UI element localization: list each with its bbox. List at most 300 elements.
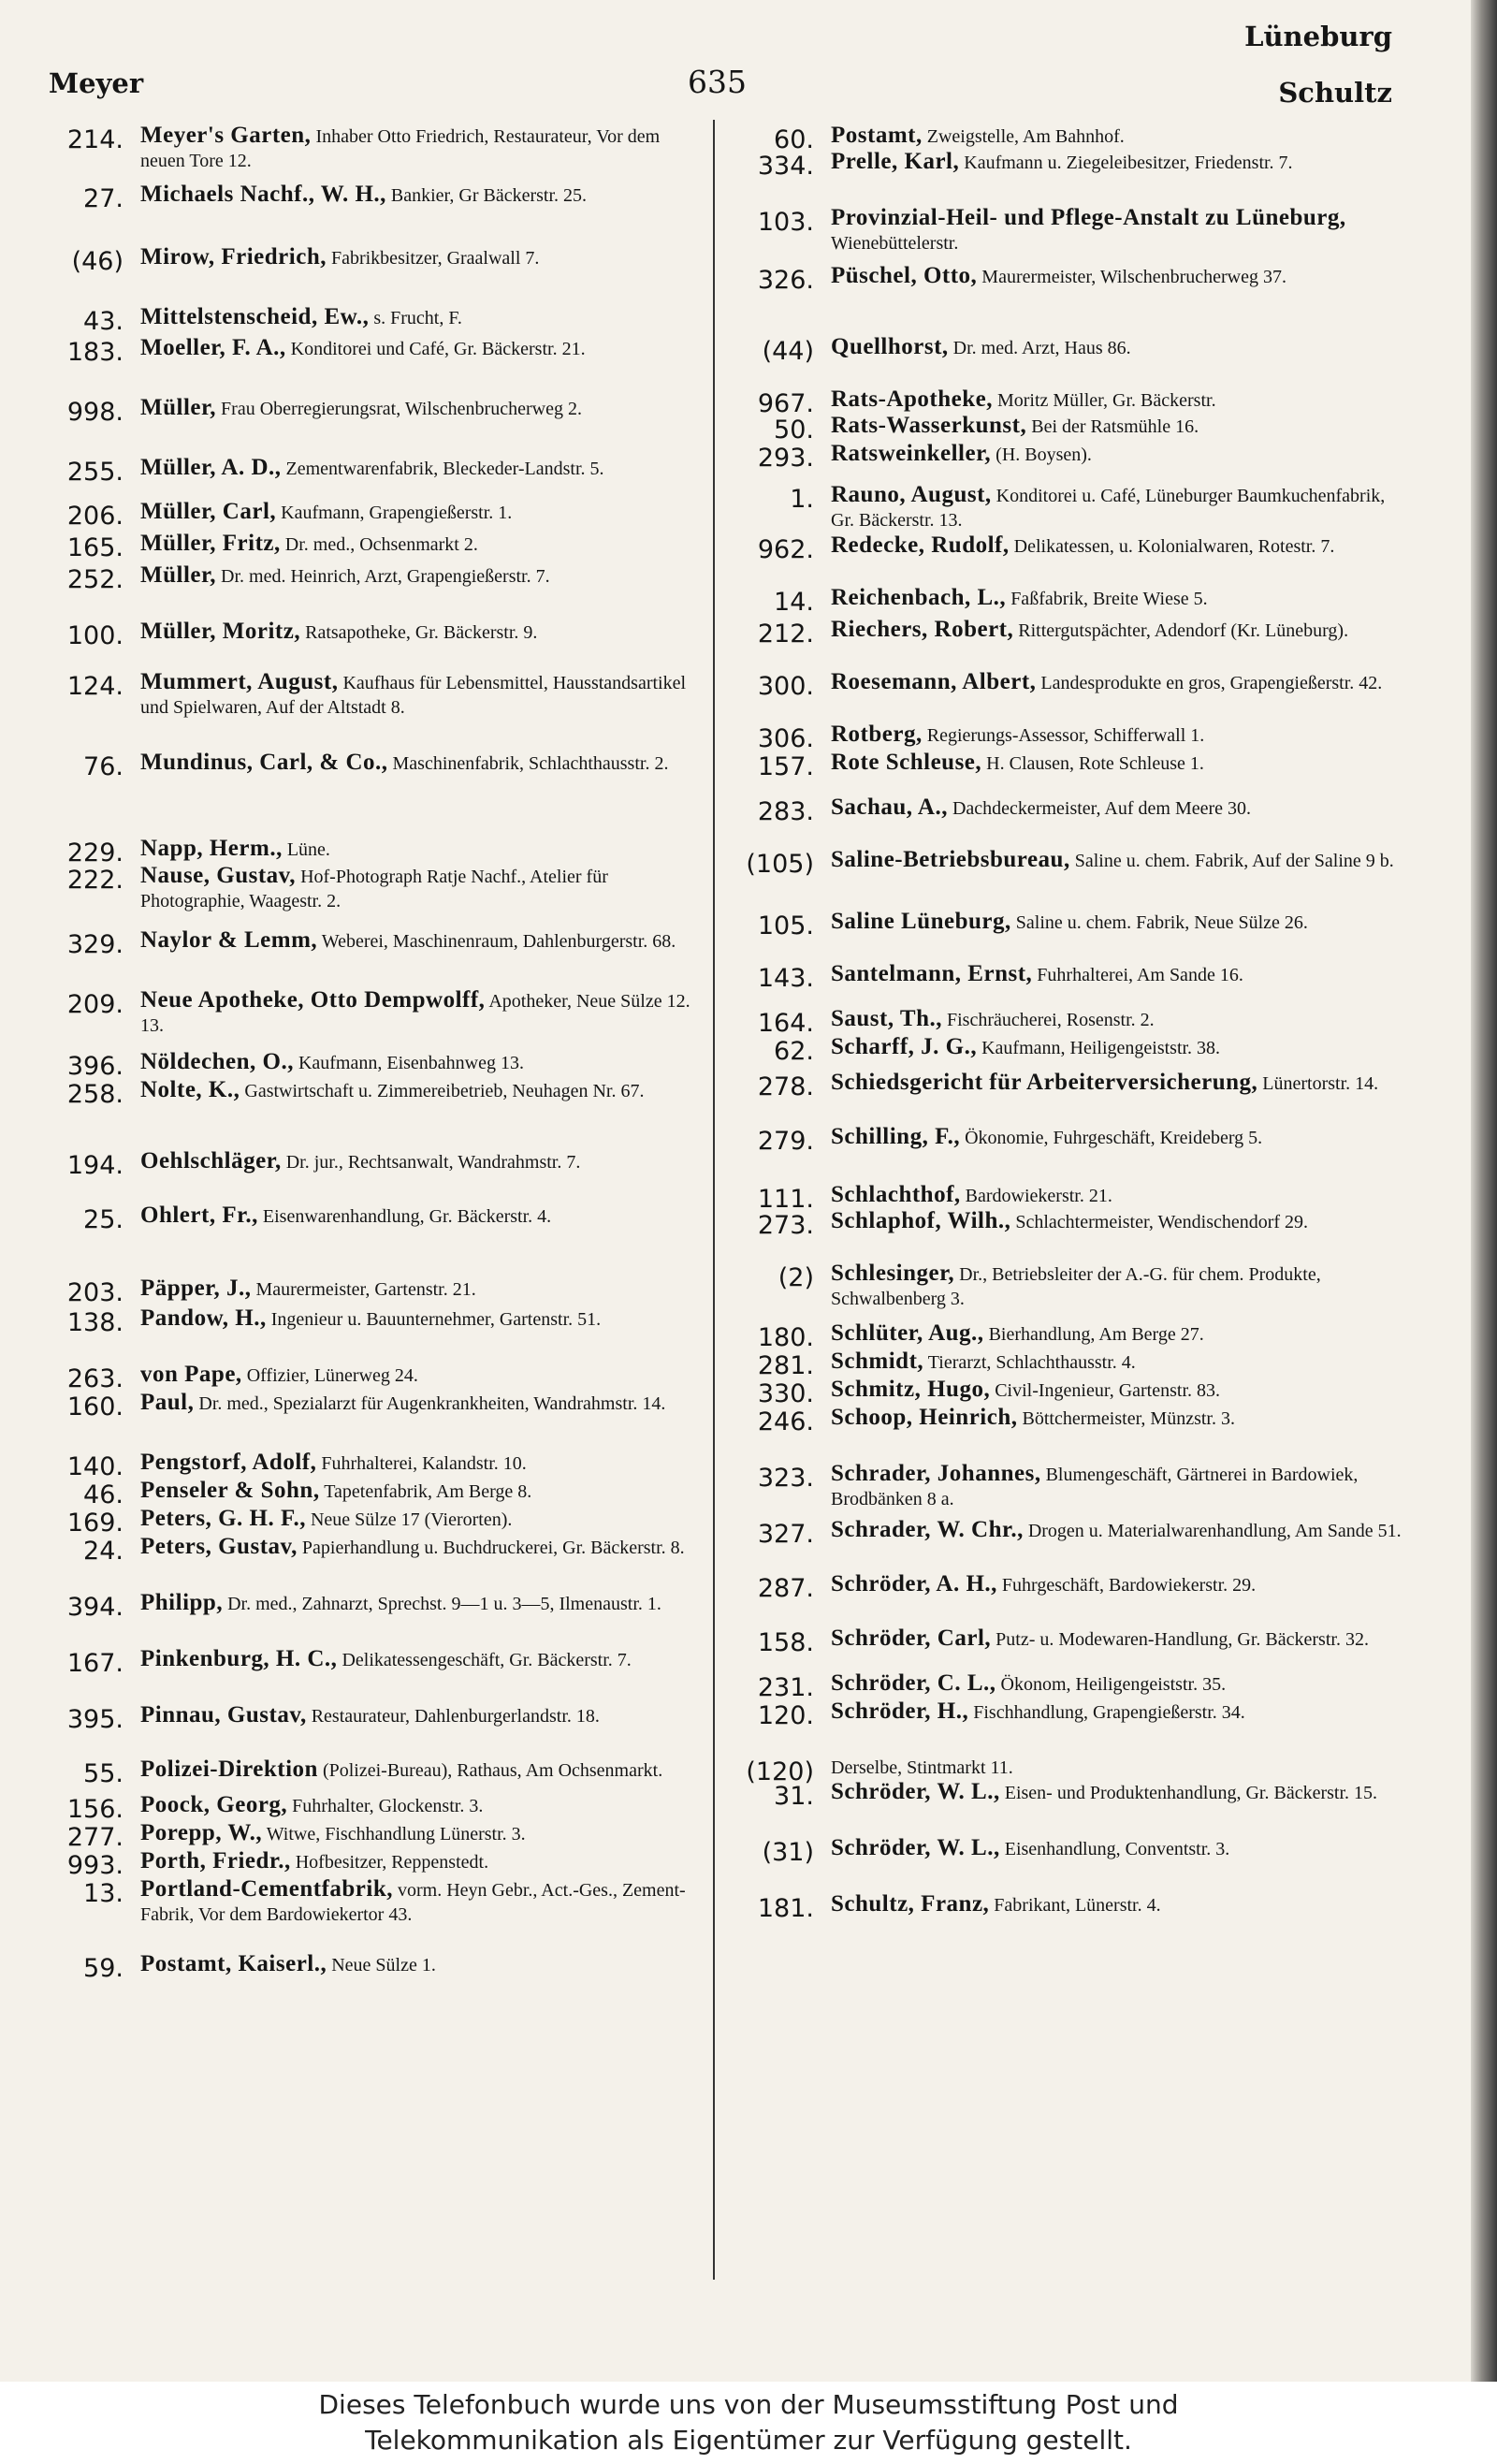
entry-text	[140, 1647, 700, 1672]
entry-details: s. Frucht, F.	[373, 308, 462, 328]
entry-text	[831, 586, 1403, 611]
phone-number: 306.	[757, 724, 814, 753]
column-divider	[713, 120, 715, 2280]
entry-name: Püschel, Otto,	[831, 263, 978, 288]
entry-text	[140, 305, 700, 330]
entry-text	[140, 245, 700, 270]
entry-name: Rats-Wasserkunst,	[831, 413, 1027, 438]
entry-details: Kaufmann, Heiligengeiststr. 38.	[981, 1038, 1221, 1058]
phone-number: 993.	[66, 1851, 124, 1880]
entry-text	[140, 837, 700, 862]
entry-details: Kaufhaus für Lebensmittel, Hausstandsartikel und Spielwaren, Auf der Altstadt 8.	[140, 673, 687, 718]
entry-text	[831, 1349, 1403, 1375]
entry-text	[831, 910, 1403, 935]
entry-details: Moritz Müller, Gr. Bäckerstr.	[996, 390, 1216, 411]
entry-name: Napp, Herm.,	[140, 836, 283, 861]
entry-text	[140, 1535, 700, 1560]
entry-name: Peters, Gustav,	[140, 1534, 298, 1559]
entry-details: Landesprodukte en gros, Grapengießerstr. 42.	[1040, 673, 1383, 693]
footer-line-1: Dieses Telefonbuch wurde uns von der Museumsstiftung Post und	[318, 2389, 1179, 2420]
entry-text	[140, 864, 700, 913]
phone-number: 231.	[757, 1673, 814, 1702]
entry-details: Maurermeister, Gartenstr. 21.	[255, 1279, 476, 1300]
page-edge	[1471, 0, 1497, 2382]
phone-number: 156.	[66, 1795, 124, 1824]
entry-name: Nause, Gustav,	[140, 863, 297, 888]
entry-text	[140, 1306, 700, 1332]
phone-number: 24.	[83, 1537, 124, 1566]
entry-text	[140, 1703, 700, 1728]
entry-name: Müller, Fritz,	[140, 531, 281, 556]
entry-text	[831, 387, 1403, 413]
entry-details: Fischräucherei, Rosenstr. 2.	[947, 1010, 1155, 1030]
entry-text	[140, 456, 700, 481]
entry-details: Bankier, Gr Bäckerstr. 25.	[390, 185, 588, 206]
entry-text	[831, 1572, 1403, 1597]
entry-name: Rauno, August,	[831, 482, 992, 507]
phone-number: 194.	[66, 1151, 124, 1180]
phone-number: 962.	[757, 535, 814, 564]
entry-name: Quellhorst,	[831, 334, 949, 359]
entry-details: Hof-Photograph Ratje Nachf., Atelier für Photographie, Waagestr. 2.	[140, 867, 608, 911]
copyright-footer	[0, 2382, 1497, 2464]
entry-text	[831, 1321, 1403, 1347]
entry-name: Ratsweinkeller,	[831, 441, 992, 466]
entry-details: Ökonom, Heiligengeiststr. 35.	[1000, 1674, 1227, 1695]
entry-details: Faßfabrik, Breite Wiese 5.	[1010, 589, 1208, 609]
entry-name: Müller,	[140, 562, 217, 588]
entry-name: Schröder, H.,	[831, 1699, 969, 1724]
entry-details: Regierungs-Assessor, Schifferwall 1.	[926, 725, 1205, 746]
entry-text	[831, 1035, 1403, 1060]
entry-text	[831, 335, 1403, 360]
entry-text	[831, 1462, 1403, 1511]
entry-details: Eisen- und Produktenhandlung, Gr. Bäckerstr. 15.	[1004, 1783, 1378, 1803]
entry-name: Postamt,	[831, 123, 923, 148]
phone-number: 164.	[757, 1009, 814, 1038]
entry-text	[140, 1507, 700, 1532]
entry-name: Schrader, W. Chr.,	[831, 1517, 1024, 1542]
phone-number: 394.	[66, 1593, 124, 1622]
entry-name: Schiedsgericht für Arbeiterversicherung,	[831, 1070, 1258, 1095]
entry-details: Blumengeschäft, Gärtnerei in Bardowiek, Brodbänken 8 a.	[831, 1465, 1359, 1509]
phone-number: 27.	[83, 184, 124, 213]
entry-name: Nöldechen, O.,	[140, 1049, 294, 1074]
entry-text	[140, 1451, 700, 1476]
phone-number: 330.	[757, 1379, 814, 1408]
entry-name: Porepp, W.,	[140, 1820, 263, 1845]
entry-name: von Pape,	[140, 1362, 242, 1387]
entry-details: Gastwirtschaft u. Zimmereibetrieb, Neuhagen Nr. 67.	[244, 1081, 645, 1101]
entry-text	[831, 124, 1403, 149]
entry-details: Fabrikbesitzer, Graalwall 7.	[330, 248, 540, 269]
entry-name: Mummert, August,	[140, 669, 339, 694]
entry-details: Derselbe, Stintmarkt 11.	[831, 1757, 1013, 1778]
entry-name: Pandow, H.,	[140, 1305, 267, 1331]
entry-details: Offizier, Lünerweg 24.	[246, 1365, 418, 1386]
phone-number: 279.	[757, 1127, 814, 1156]
header-city: Lüneburg	[1244, 21, 1392, 52]
phone-number: 62.	[774, 1037, 814, 1066]
entry-name: Schlaphof, Wilh.,	[831, 1208, 1011, 1233]
entry-text	[140, 1849, 700, 1874]
entry-text	[140, 182, 700, 208]
entry-name: Moeller, F. A.,	[140, 335, 286, 360]
entry-name: Reichenbach, L.,	[831, 585, 1007, 610]
entry-text	[140, 1391, 700, 1416]
entry-details: Kaufmann, Grapengießerstr. 1.	[281, 503, 513, 523]
entry-details: Neue Sülze 17 (Vierorten).	[310, 1509, 513, 1530]
entry-name: Saline Lüneburg,	[831, 909, 1011, 934]
entry-text	[831, 1626, 1403, 1652]
entry-details: Lünertorstr. 14.	[1262, 1073, 1379, 1094]
entry-details: Dr. med., Ochsenmarkt 2.	[284, 534, 478, 555]
phone-number: 273.	[757, 1211, 814, 1240]
entry-details: Papierhandlung u. Buchdruckerei, Gr. Bäckerstr. 8.	[301, 1538, 685, 1558]
entry-text	[831, 848, 1403, 873]
phone-number: (2)	[778, 1263, 814, 1292]
entry-name: Poock, Georg,	[140, 1792, 288, 1817]
entry-details: Fabrikant, Lünerstr. 4.	[994, 1895, 1161, 1916]
entry-text	[831, 670, 1403, 695]
entry-name: Schröder, Carl,	[831, 1626, 992, 1651]
entry-text	[831, 1007, 1403, 1032]
entry-name: Nolte, K.,	[140, 1077, 240, 1102]
entry-details: Maschinenfabrik, Schlachthausstr. 2.	[392, 753, 669, 774]
phone-number: (120)	[746, 1757, 814, 1786]
phone-number: 396.	[66, 1052, 124, 1081]
entry-name: Meyer's Garten,	[140, 123, 312, 148]
entry-details: Ökonomie, Fuhrgeschäft, Kreideberg 5.	[965, 1128, 1263, 1148]
phone-number: 278.	[757, 1072, 814, 1101]
entry-text	[140, 928, 700, 954]
entry-details: Witwe, Fischhandlung Lünerstr. 3.	[266, 1824, 526, 1844]
entry-details: Dr. med. Arzt, Haus 86.	[952, 338, 1131, 358]
phone-number: 160.	[66, 1392, 124, 1422]
entry-name: Schmidt,	[831, 1349, 924, 1374]
phone-number: 395.	[66, 1705, 124, 1734]
entry-text	[140, 1821, 700, 1846]
entry-name: Roesemann, Albert,	[831, 669, 1037, 694]
phone-number: 124.	[66, 672, 124, 701]
phone-number: 165.	[66, 533, 124, 562]
phone-number: (46)	[71, 247, 124, 276]
entry-details: Fischhandlung, Grapengießerstr. 34.	[973, 1702, 1245, 1723]
phone-number: (31)	[762, 1838, 814, 1867]
entry-details: Eisenwarenhandlung, Gr. Bäckerstr. 4.	[262, 1206, 552, 1227]
entry-name: Michaels Nachf., W. H.,	[140, 182, 386, 207]
phone-number: 46.	[83, 1480, 124, 1509]
entry-name: Schröder, A. H.,	[831, 1571, 997, 1596]
phone-number: 14.	[774, 588, 814, 617]
entry-name: Schilling, F.,	[831, 1124, 961, 1149]
entry-name: Müller, A. D.,	[140, 455, 282, 480]
entry-name: Porth, Friedr.,	[140, 1848, 291, 1874]
entry-text	[140, 1363, 700, 1388]
entry-name: Polizei-Direktion	[140, 1757, 318, 1782]
entry-details: Konditorei u. Café, Lüneburger Baumkuchenfabrik, Gr. Bäckerstr. 13.	[831, 486, 1386, 531]
entry-details: Zweigstelle, Am Bahnhof.	[926, 126, 1125, 147]
entry-text	[831, 1378, 1403, 1403]
entry-name: Müller, Carl,	[140, 499, 277, 524]
entry-name: Saline-Betriebsbureau,	[831, 847, 1070, 872]
entry-name: Neue Apotheke, Otto Dempwolff,	[140, 987, 486, 1013]
entry-text	[831, 1518, 1403, 1543]
entry-name: Ohlert, Fr.,	[140, 1203, 258, 1228]
phone-number: 283.	[757, 797, 814, 826]
entry-details: Kaufmann, Eisenbahnweg 13.	[298, 1053, 524, 1073]
entry-name: Schrader, Johannes,	[831, 1461, 1041, 1486]
entry-details: Inhaber Otto Friedrich, Restaurateur, Vor dem neuen Tore 12.	[140, 126, 661, 171]
phone-number: 323.	[757, 1464, 814, 1493]
entry-text	[140, 1149, 700, 1174]
phone-number: 111.	[757, 1185, 814, 1214]
phone-number: 181.	[757, 1894, 814, 1923]
entry-details: Hofbesitzer, Reppenstedt.	[295, 1852, 489, 1873]
entry-text	[140, 1078, 700, 1103]
entry-details: Restaurateur, Dahlenburgerlandstr. 18.	[311, 1706, 600, 1727]
entry-details: Dr. med. Heinrich, Arzt, Grapengießerstr. 7.	[221, 566, 550, 587]
entry-name: Mundinus, Carl, & Co.,	[140, 750, 388, 775]
entry-text	[831, 962, 1403, 987]
entry-name: Müller,	[140, 395, 217, 420]
entry-text	[831, 751, 1403, 776]
entry-text	[140, 336, 700, 361]
entry-details: Eisenhandlung, Conventstr. 3.	[1004, 1839, 1230, 1859]
entry-details: Bei der Ratsmühle 16.	[1031, 416, 1199, 437]
phone-number: 43.	[83, 307, 124, 336]
phone-number: 329.	[66, 930, 124, 959]
entry-details: Schlachtermeister, Wendischendorf 29.	[1015, 1212, 1309, 1232]
entry-text	[140, 751, 700, 776]
phone-number: 967.	[757, 389, 814, 418]
page-header	[0, 0, 1471, 114]
phone-number: 246.	[757, 1407, 814, 1436]
entry-name: Pinkenburg, H. C.,	[140, 1646, 338, 1671]
phone-number: 206.	[66, 502, 124, 531]
entry-text	[831, 206, 1403, 255]
entry-details: Wienebüttelerstr.	[831, 233, 959, 254]
entry-text	[140, 396, 700, 421]
entry-name: Schoop, Heinrich,	[831, 1405, 1018, 1430]
phone-number: 277.	[66, 1823, 124, 1852]
phone-number: 214.	[66, 125, 124, 154]
entry-text	[831, 483, 1403, 532]
entry-text	[831, 1699, 1403, 1725]
phone-number: 55.	[83, 1759, 124, 1788]
phone-number: 327.	[757, 1520, 814, 1549]
entry-text	[831, 1836, 1403, 1861]
phone-number: 157.	[757, 752, 814, 781]
phone-number: 1.	[790, 485, 814, 514]
entry-text	[831, 264, 1403, 289]
header-left-keyword: Meyer	[49, 67, 144, 99]
phone-number: 120.	[757, 1701, 814, 1730]
phone-number: (44)	[762, 337, 814, 366]
entry-details: Fuhrhalterei, Am Sande 16.	[1037, 965, 1243, 985]
entry-name: Paul,	[140, 1390, 195, 1415]
entry-text	[831, 1892, 1403, 1917]
entry-text	[140, 500, 700, 525]
phone-number: 222.	[66, 866, 124, 895]
phone-number: 100.	[66, 621, 124, 650]
entry-details: (H. Boysen).	[996, 445, 1092, 465]
entry-text	[140, 1479, 700, 1504]
entry-details: Apotheker, Neue Sülze 12. 13.	[140, 991, 690, 1036]
phone-number: 25.	[83, 1205, 124, 1234]
phone-number: 140.	[66, 1452, 124, 1481]
entry-name: Müller, Moritz,	[140, 619, 301, 644]
page-number: 635	[688, 64, 747, 100]
entry-details: Civil-Ingenieur, Gartenstr. 83.	[995, 1380, 1221, 1401]
entry-details: Rittergutspächter, Adendorf (Kr. Lüneburg).	[1018, 620, 1349, 641]
entry-text	[140, 532, 700, 557]
entry-name: Scharff, J. G.,	[831, 1034, 978, 1059]
entry-text	[140, 1877, 700, 1927]
phone-number: 293.	[757, 444, 814, 473]
entry-text	[831, 1125, 1403, 1150]
entry-details: Drogen u. Materialwarenhandlung, Am Sande 51.	[1027, 1521, 1402, 1541]
entry-name: Sachau, A.,	[831, 795, 948, 820]
entry-details: Weberei, Maschinenraum, Dahlenburgerstr. 68.	[321, 931, 676, 952]
entry-details: vorm. Heyn Gebr., Act.-Ges., Zement-Fabrik, Vor dem Bardowiekertor 43.	[140, 1880, 686, 1925]
entry-text	[831, 795, 1403, 821]
entry-name: Rote Schleuse,	[831, 750, 982, 775]
entry-name: Schultz, Franz,	[831, 1891, 990, 1917]
phone-number: 103.	[757, 208, 814, 237]
entry-text	[831, 1780, 1403, 1805]
entry-name: Rotberg,	[831, 722, 923, 747]
entry-text	[831, 442, 1403, 467]
phone-number: 105.	[757, 911, 814, 940]
phone-number: 252.	[66, 565, 124, 594]
entry-text	[831, 533, 1403, 559]
phone-number: 180.	[757, 1323, 814, 1352]
entry-details: Tierarzt, Schlachthausstr. 4.	[927, 1352, 1136, 1373]
phone-number: 326.	[757, 266, 814, 295]
entry-name: Schröder, W. L.,	[831, 1835, 1000, 1860]
entry-details: Bierhandlung, Am Berge 27.	[988, 1324, 1204, 1345]
phone-number: 60.	[774, 125, 814, 154]
entry-name: Naylor & Lemm,	[140, 927, 318, 953]
phone-number: 229.	[66, 838, 124, 868]
entry-details: Böttchermeister, Münzstr. 3.	[1022, 1408, 1235, 1429]
entry-text	[140, 1757, 700, 1783]
phone-number: 59.	[83, 1954, 124, 1983]
entry-name: Penseler & Sohn,	[140, 1478, 320, 1503]
entry-name: Peters, G. H. F.,	[140, 1506, 306, 1531]
entry-details: Zementwarenfabrik, Bleckeder-Landstr. 5.	[285, 459, 604, 479]
entry-text	[831, 722, 1403, 748]
phone-number: 143.	[757, 964, 814, 993]
entry-details: Dr. med., Spezialarzt für Augenkrankheiten, Wandrahmstr. 14.	[198, 1393, 666, 1414]
phone-number: 183.	[66, 338, 124, 367]
entry-details: Fuhrhalter, Glockenstr. 3.	[292, 1796, 484, 1816]
entry-text	[831, 1756, 1403, 1780]
entry-text	[140, 670, 700, 720]
phone-number: 212.	[757, 620, 814, 649]
phone-number: 281.	[757, 1351, 814, 1380]
entry-text	[831, 414, 1403, 439]
entry-details: Dachdeckermeister, Auf dem Meere 30.	[952, 798, 1252, 819]
entry-name: Schlesinger,	[831, 1261, 955, 1286]
phone-number: 76.	[83, 752, 124, 781]
entry-details: Delikatessengeschäft, Gr. Bäckerstr. 7.	[342, 1650, 632, 1670]
entry-details: Saline u. chem. Fabrik, Neue Sülze 26.	[1015, 912, 1308, 933]
entry-details: Konditorei und Café, Gr. Bäckerstr. 21.	[290, 339, 586, 359]
entry-details: Dr., Betriebsleiter der A.-G. für chem. Produkte, Schwalbenberg 3.	[831, 1264, 1321, 1309]
entry-details: Tapetenfabrik, Am Berge 8.	[324, 1481, 532, 1502]
entry-name: Oehlschläger,	[140, 1148, 282, 1174]
phone-number: 167.	[66, 1649, 124, 1678]
entry-name: Schröder, C. L.,	[831, 1670, 996, 1696]
phone-number: 263.	[66, 1364, 124, 1393]
entry-name: Philipp,	[140, 1590, 224, 1615]
entry-text	[831, 1671, 1403, 1697]
phone-number: 203.	[66, 1278, 124, 1307]
entry-name: Rats-Apotheke,	[831, 386, 993, 412]
entry-details: Bardowiekerstr. 21.	[965, 1186, 1112, 1206]
phone-number: 158.	[757, 1628, 814, 1657]
phone-number: 169.	[66, 1509, 124, 1538]
entry-details: Ratsapotheke, Gr. Bäckerstr. 9.	[305, 622, 538, 643]
entry-details: Delikatessen, u. Kolonialwaren, Rotestr. 7.	[1013, 536, 1335, 557]
entry-text	[140, 563, 700, 589]
phone-number: 138.	[66, 1308, 124, 1337]
phone-number: 334.	[757, 152, 814, 181]
entry-name: Schlachthof,	[831, 1182, 961, 1207]
entry-text	[140, 1276, 700, 1302]
entry-name: Pinnau, Gustav,	[140, 1702, 307, 1728]
entry-text	[140, 1050, 700, 1075]
entry-text	[140, 1793, 700, 1818]
entry-name: Riechers, Robert,	[831, 617, 1014, 642]
entry-details: H. Clausen, Rote Schleuse 1.	[986, 753, 1204, 774]
entry-text	[831, 618, 1403, 643]
entry-text	[140, 620, 700, 645]
entry-name: Portland-Cementfabrik,	[140, 1876, 393, 1902]
entry-text	[140, 124, 700, 173]
entry-text	[831, 1183, 1403, 1208]
entry-text	[140, 1952, 700, 1977]
entry-name: Postamt, Kaiserl.,	[140, 1951, 327, 1976]
entry-details: Fuhrgeschäft, Bardowiekerstr. 29.	[1001, 1575, 1257, 1596]
entry-details: Putz- u. Modewaren-Handlung, Gr. Bäckerstr. 32.	[996, 1629, 1369, 1650]
entry-details: Kaufmann u. Ziegeleibesitzer, Friedenstr. 7.	[964, 153, 1293, 173]
phone-number: 998.	[66, 398, 124, 427]
entry-details: Dr. jur., Rechtsanwalt, Wandrahmstr. 7.	[285, 1152, 581, 1173]
entry-name: Schlüter, Aug.,	[831, 1320, 984, 1346]
entry-details: Maurermeister, Wilschenbrucherweg 37.	[981, 267, 1286, 287]
entry-name: Pengstorf, Adolf,	[140, 1450, 317, 1475]
entry-details: Fuhrhalterei, Kalandstr. 10.	[321, 1453, 527, 1474]
entry-name: Santelmann, Ernst,	[831, 961, 1033, 986]
entry-details: Saline u. chem. Fabrik, Auf der Saline 9 b.	[1074, 851, 1394, 871]
entry-name: Prelle, Karl,	[831, 149, 960, 174]
entry-details: Neue Sülze 1.	[331, 1955, 436, 1976]
header-right-keyword: Schultz	[1278, 77, 1392, 109]
entry-details: Frau Oberregierungsrat, Wilschenbrucherweg 2.	[221, 399, 582, 419]
phone-number: 255.	[66, 458, 124, 487]
phone-number: 50.	[774, 416, 814, 445]
phone-number: 287.	[757, 1574, 814, 1603]
phone-number: 209.	[66, 990, 124, 1019]
entry-text	[831, 150, 1403, 175]
phone-number: 258.	[66, 1080, 124, 1109]
phone-number: (105)	[746, 850, 814, 879]
entry-text	[831, 1071, 1403, 1096]
entry-text	[831, 1406, 1403, 1431]
